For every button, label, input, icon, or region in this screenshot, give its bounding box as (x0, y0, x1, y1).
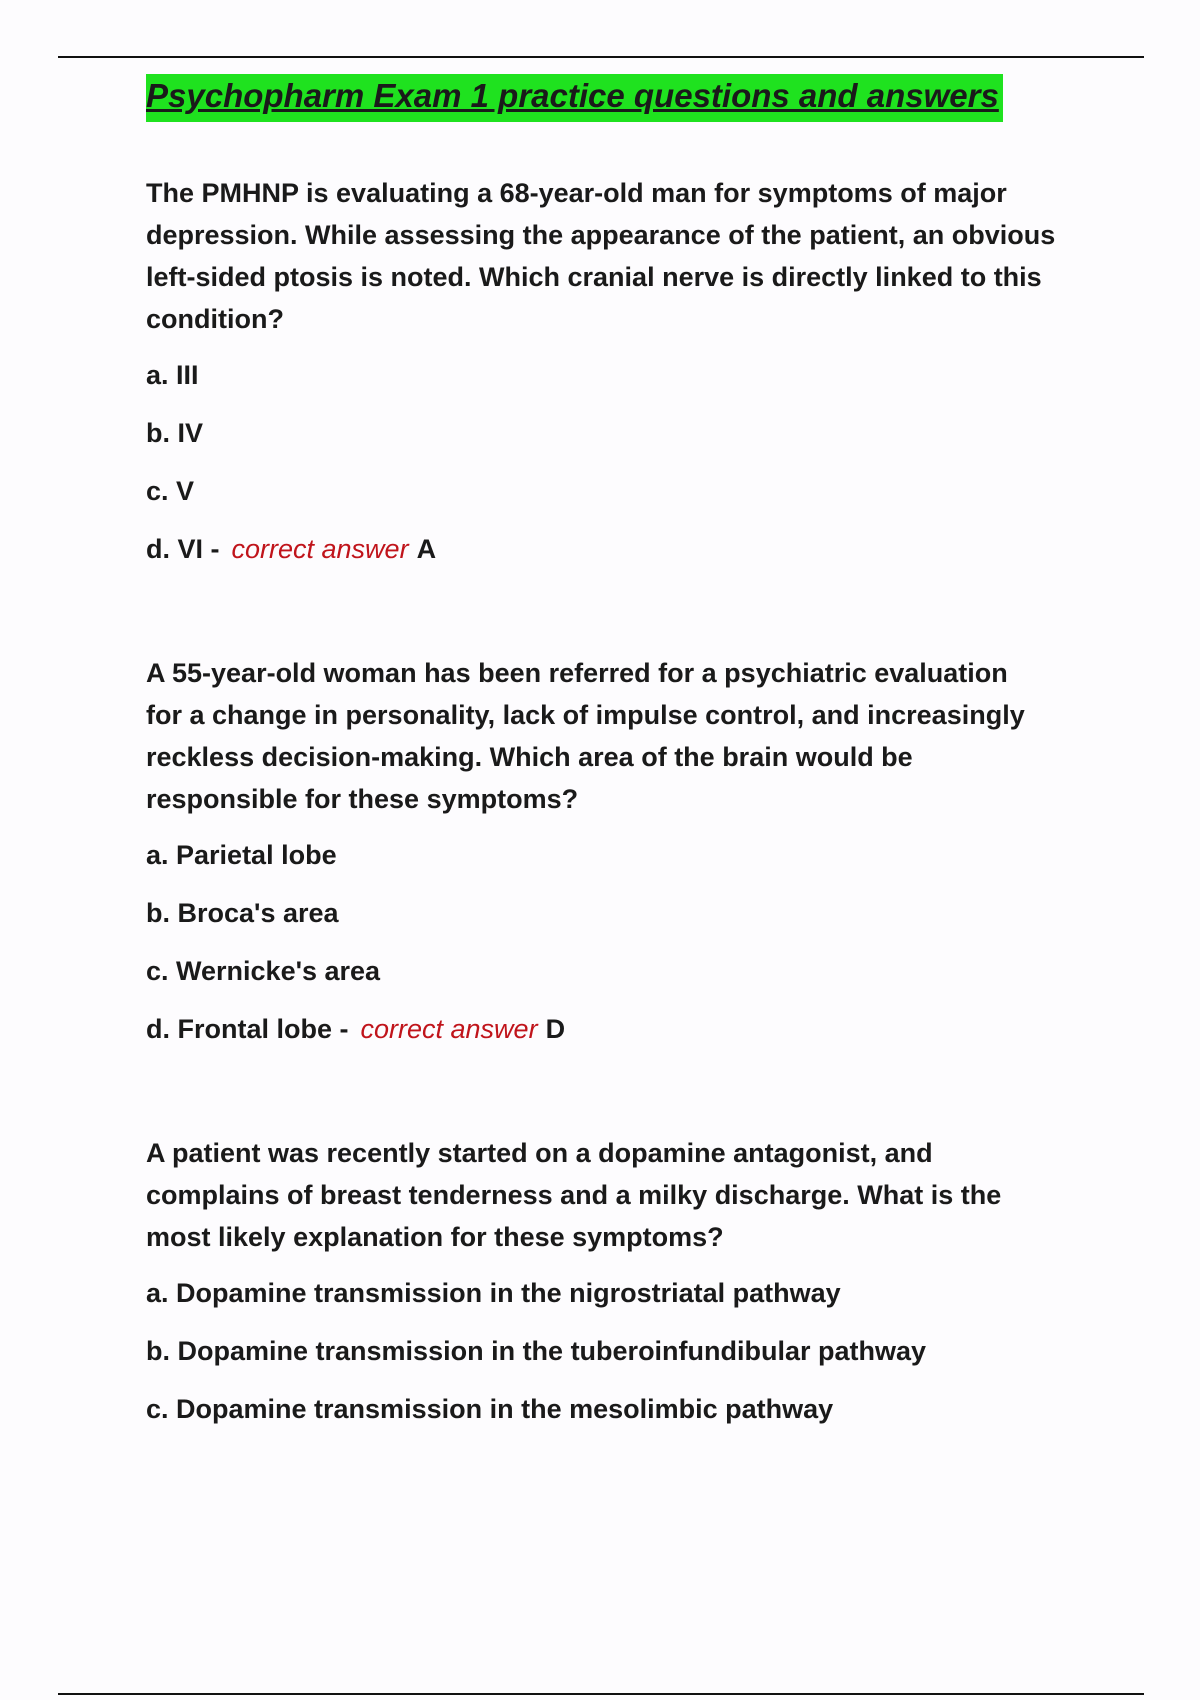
top-rule (58, 56, 1144, 58)
option-b: b. Broca's area (146, 898, 339, 928)
answer-options (146, 1264, 1106, 1438)
question-1 (146, 172, 1106, 578)
answer-options (146, 826, 1106, 1058)
question-stem: A patient was recently started on a dopamine antagonist, and complains of breast tenderness and a milky discharge. What is the most likely explanation for these symptoms? (146, 1138, 1002, 1252)
correct-answer-letter: D (545, 1014, 566, 1044)
bottom-rule (58, 1693, 1144, 1695)
correct-answer-label: correct answer (231, 534, 409, 564)
option-c: c. Wernicke's area (146, 956, 381, 986)
option-c: c. V (146, 476, 195, 506)
question-stem: A 55-year-old woman has been referred for a psychiatric evaluation for a change in personality, lack of impulse control, and increasingly reckless decision-making. Which area of the brain would be responsible for these symptoms? (146, 658, 1025, 814)
option-a: a. Dopamine transmission in the nigrostriatal pathway (146, 1278, 841, 1308)
option-a: a. Parietal lobe (146, 840, 337, 870)
document-title: Psychopharm Exam 1 practice questions and answers (146, 74, 1003, 122)
option-b: b. IV (146, 418, 204, 448)
correct-answer-label: correct answer (360, 1014, 538, 1044)
option-c: c. Dopamine transmission in the mesolimbic pathway (146, 1394, 834, 1424)
option-d: d. Frontal lobe - correct answer D (146, 1014, 566, 1044)
question-stem: The PMHNP is evaluating a 68-year-old man for symptoms of major depression. While assessing the appearance of the patient, an obvious left-sided ptosis is noted. Which cranial nerve is directly linked to this condition? (146, 178, 1056, 334)
answer-options (146, 346, 1106, 578)
option-a: a. III (146, 360, 199, 390)
question-3 (146, 1132, 1106, 1438)
correct-answer-letter: A (416, 534, 437, 564)
option-b: b. Dopamine transmission in the tuberoinfundibular pathway (146, 1336, 927, 1366)
question-2 (146, 652, 1106, 1058)
option-d: d. VI - correct answer A (146, 534, 437, 564)
